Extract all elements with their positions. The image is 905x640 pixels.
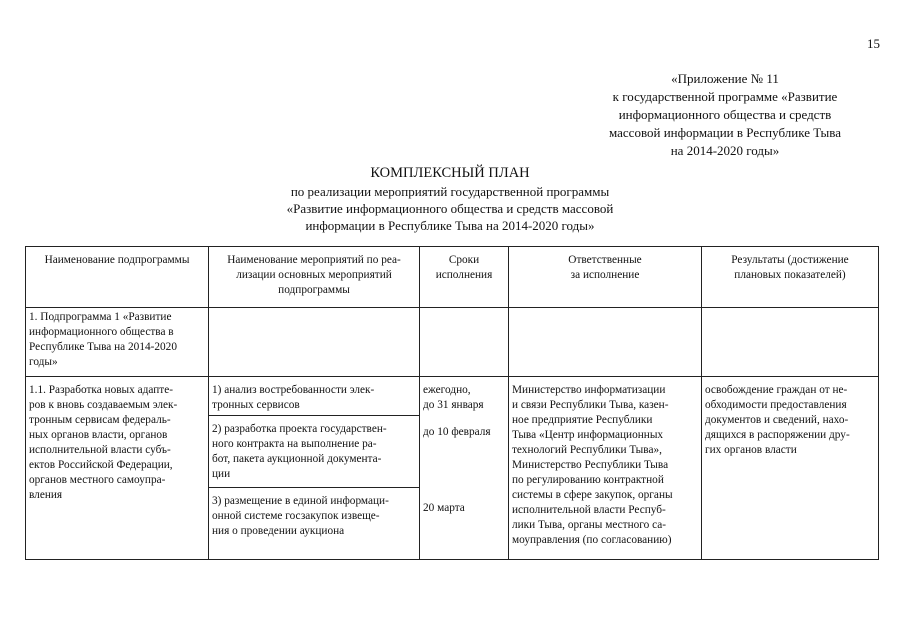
appendix-line: «Приложение № 11 [671,71,779,86]
date-annual: ежегодно, [423,384,471,396]
title-line: по реализации мероприятий государственной программы [290,184,610,199]
date-feb: до 10 февраля [423,426,491,438]
results-cell: освобождение граждан от не- обходимости предоставления документов и сведений, нахо- дящихся в распоряжении дру- гих органов власти [702,377,879,560]
title-line: информации в Республике Тыва на 2014-2020 годы» [305,218,595,233]
subprogram-row [26,308,879,377]
activity-name-cell: 1.1. Разработка новых адапте- ров к вновь создаваемым элек- тронным сервисам федераль- ных органов власти, органов исполнительной власти субъ- ектов Российской Федерации, органов местного самоупра- вления [26,377,209,560]
header-measures: Наименование мероприятий по реа- лизации основных мероприятий подпрограммы [209,247,420,308]
measure-cell-3: 3) размещение в единой информаци- онной системе госзакупок извеще- ния о проведении аукциона [209,488,420,560]
empty-cell [702,308,879,377]
measure-cell-1: 1) анализ востребованности элек- тронных сервисов [209,377,420,416]
header-subprogram: Наименование подпрограммы [26,247,209,308]
plan-table [25,246,879,560]
measure-cell-2: 2) разработка проекта государствен- ного контракта на выполнение ра- бот, пакета аукционной документа- ции [209,416,420,488]
empty-cell [509,308,702,377]
empty-cell [209,308,420,377]
header-results: Результаты (достижение плановых показателей) [702,247,879,308]
page-number: 15 [867,36,880,51]
appendix-note [575,70,875,160]
empty-cell [420,308,509,377]
responsible-cell: Министерство информатизации и связи Республики Тыва, казен- ное предприятие Республики Тыва «Центр информационных технологий Республики Тыва», Министерство Республики Тыва по регулированию контрактной системы в сфере закупок, органы исполнительной власти Респуб- лики Тыва, органы местного са- моуправления (по согласованию) [509,377,702,560]
activity-row [26,377,879,416]
appendix-line: на 2014-2020 годы» [670,143,780,158]
document-title [230,164,670,234]
date-jan: до 31 января [423,399,484,411]
date-mar: 20 марта [423,502,465,514]
appendix-line: к государственной программе «Развитие [612,89,838,104]
header-responsible: Ответственные за исполнение [509,247,702,308]
title-line: «Развитие информационного общества и средств массовой [286,201,614,216]
dates-cell [420,377,509,560]
appendix-line: массовой информации в Республике Тыва [609,125,841,140]
appendix-line: информационного общества и средств [618,107,832,122]
title-main: КОМПЛЕКСНЫЙ ПЛАН [370,165,530,181]
subprogram-cell: 1. Подпрограмма 1 «Развитие информационного общества в Республике Тыва на 2014-2020 годы» [26,308,209,377]
header-row [26,247,879,308]
header-dates: Сроки исполнения [420,247,509,308]
